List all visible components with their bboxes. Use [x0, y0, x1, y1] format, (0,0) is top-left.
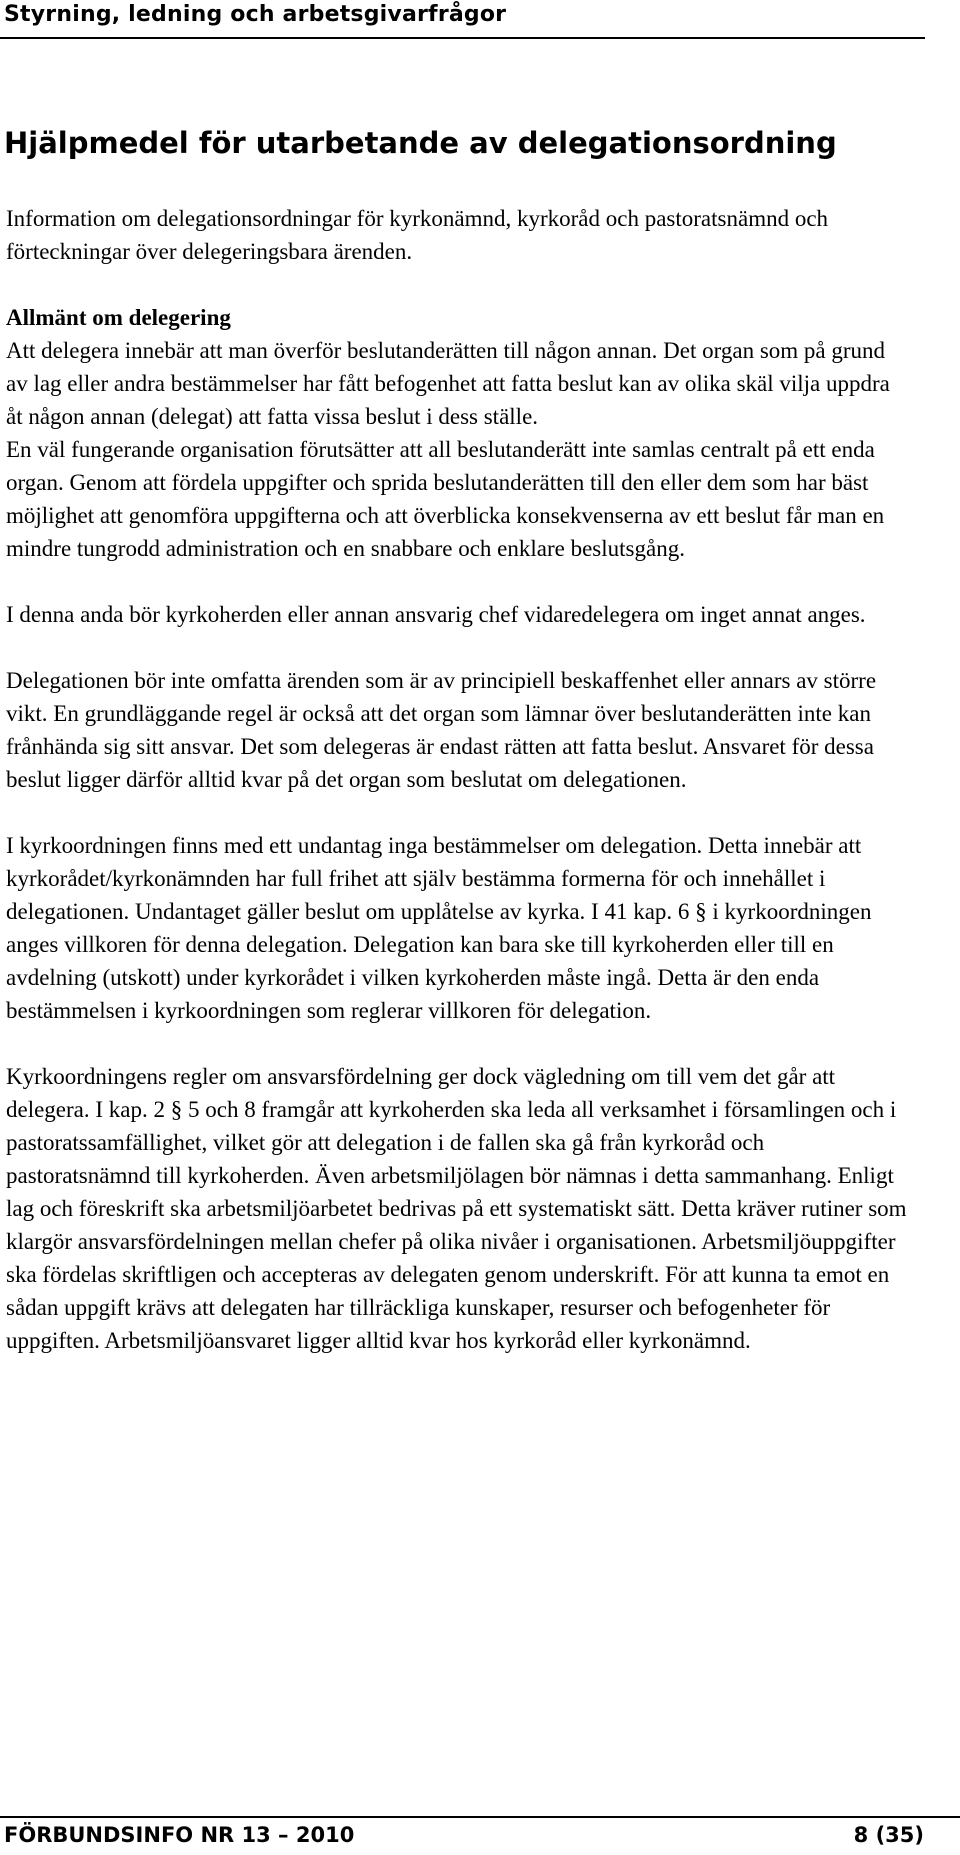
page-title: Hjälpmedel för utarbetande av delegationsordning [4, 126, 837, 160]
header-divider [0, 37, 925, 39]
body-paragraph: En väl fungerande organisation förutsätter att all beslutanderätt inte samlas centralt på ett enda organ. Genom att fördela uppgifter och sprida beslutanderätten till den eller dem som har bäst möjlighet att genomföra uppgifterna och att överblicka konsekvenserna av ett beslut får man en mindre tungrodd administration och en snabbare och enklare beslutsgång. [6, 437, 885, 561]
running-header: Styrning, ledning och arbetsgivarfrågor [4, 2, 507, 27]
publication-label: FÖRBUNDSINFO NR 13 – 2010 [4, 1823, 355, 1847]
page-number: 8 (35) [853, 1823, 924, 1847]
body-paragraph: I kyrkoordningen finns med ett undantag inga bestämmelser om delegation. Detta innebär att kyrkorådet/kyrkonämnden har full frihet att själv bestämma formerna för och innehållet i delegationen. Undantaget gäller beslut om upplåtelse av kyrka. I 41 kap. 6 § i kyrkoordningen anges villkoren för denna delegation. Delegation kan bara ske till kyrkoherden eller till en avdelning (utskott) under kyrkorådet i vilken kyrkoherden måste ingå. Detta är den enda bestämmelsen i kyrkoordningen som reglerar villkoren för delegation. [6, 833, 872, 1023]
footer-divider [0, 1816, 960, 1818]
section-heading: Allmänt om delegering [6, 305, 231, 330]
intro-paragraph: Information om delegationsordningar för kyrkonämnd, kyrkoråd och pastoratsnämnd och förteckningar över delegeringsbara ärenden. [6, 206, 829, 264]
body-paragraph: Kyrkoordningens regler om ansvarsfördelning ger dock vägledning om till vem det går att delegera. I kap. 2 § 5 och 8 framgår att kyrkoherden ska leda all verksamhet i församlingen och i pastoratssamfällighet, vilket gör att delegation i de fallen ska gå från kyrkoråd och pastoratsnämnd till kyrkoherden. Även arbetsmiljölagen bör nämnas i detta sammanhang. Enligt lag och föreskrift ska arbetsmiljöarbetet bedrivas på ett systematiskt sätt. Detta kräver rutiner som klargör ansvarsfördelningen mellan chefer på olika nivåer i organisationen. Arbetsmiljöuppgifter ska fördelas skriftligen och accepteras av delegaten genom underskrift. För att kunna ta emot en sådan uppgift krävs att delegaten har tillräckliga kunskaper, resurser och befogenheter för uppgiften. Arbetsmiljöansvaret ligger alltid kvar hos kyrkoråd eller kyrkonämnd. [6, 1064, 907, 1353]
body-paragraph: Att delegera innebär att man överför beslutanderätten till någon annan. Det organ som på grund av lag eller andra bestämmelser har fått befogenhet att fatta beslut kan av olika skäl vilja uppdra åt någon annan (delegat) att fatta vissa beslut i dess ställe. [6, 338, 890, 429]
body-paragraph: Delegationen bör inte omfatta ärenden som är av principiell beskaffenhet eller annars av större vikt. En grundläggande regel är också att det organ som lämnar över beslutanderätten inte kan frånhända sig sitt ansvar. Det som delegeras är endast rätten att fatta beslut. Ansvaret för dessa beslut ligger därför alltid kvar på det organ som beslutat om delegationen. [6, 668, 877, 792]
body-paragraph: I denna anda bör kyrkoherden eller annan ansvarig chef vidaredelegera om inget annat anges. [6, 602, 866, 627]
document-body [6, 202, 911, 1357]
